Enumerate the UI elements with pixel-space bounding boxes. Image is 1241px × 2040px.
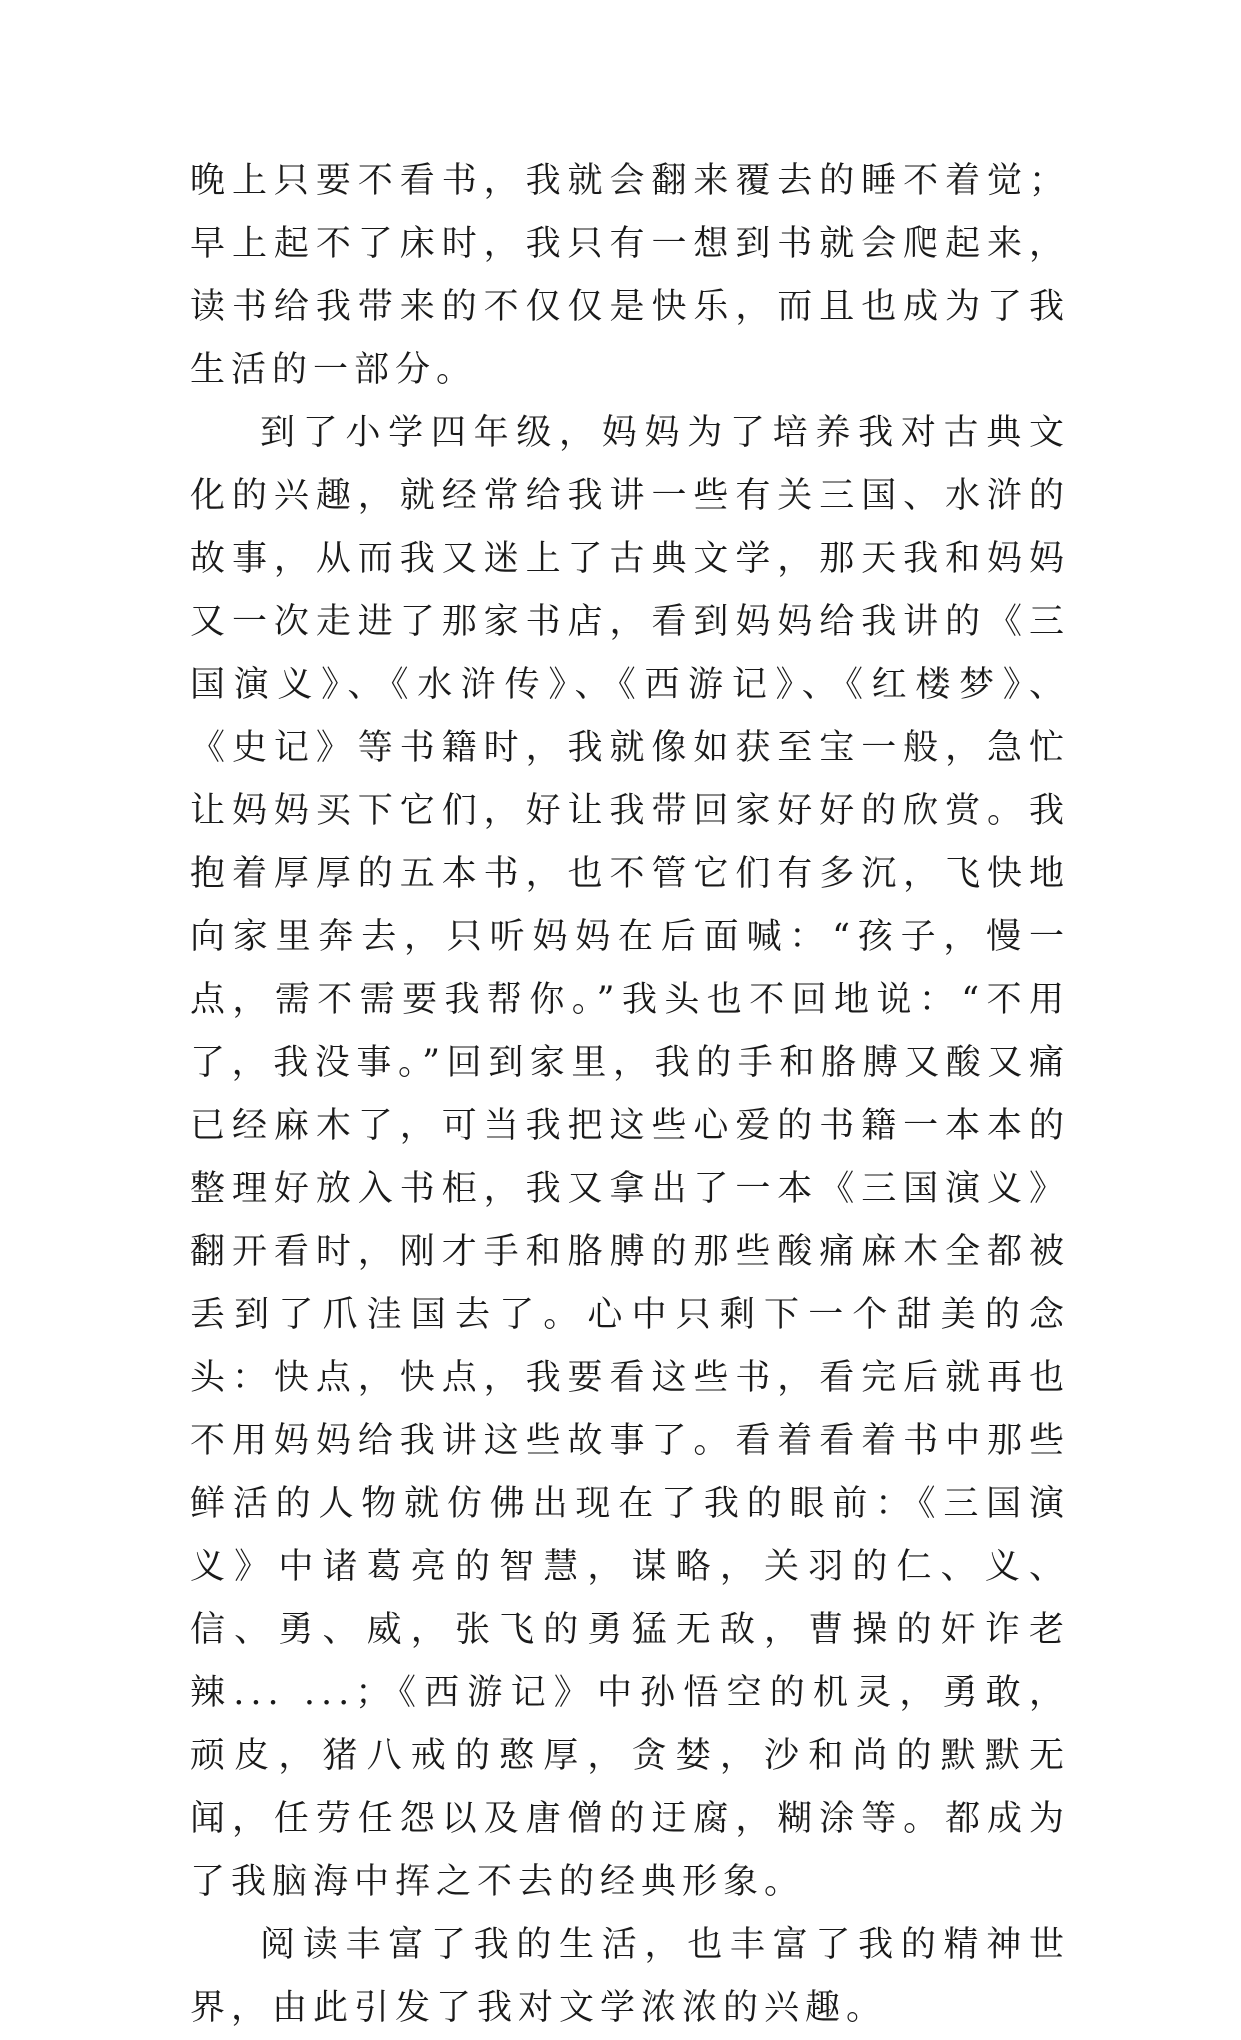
paragraph-continuation: 晚上只要不看书，我就会翻来覆去的睡不着觉；早上起不了床时，我只有一想到书就会爬起来，读书给我带来的不仅仅是快乐，而且也成为了我生活的一部分。 bbox=[190, 161, 1070, 390]
paragraph-conclusion: 阅读丰富了我的生活，也丰富了我的精神世界，由此引发了我对文学浓浓的兴趣。 bbox=[190, 1925, 1070, 2028]
paragraph-classics-reading: 到了小学四年级，妈妈为了培养我对古典文化的兴趣，就经常给我讲一些有关三国、水浒的故事，从而我又迷上了古典文学，那天我和妈妈又一次走进了那家书店，看到妈妈给我讲的《三国演义》、《水浒传》、《西游记》、《红楼梦》、《史记》等书籍时，我就像如获至宝一般，急忙让妈妈买下它们，好让我带回家好好的欣赏。我抱着厚厚的五本书，也不管它们有多沉，飞快地向家里奔去，只听妈妈在后面喊：“孩子，慢一点，需不需要我帮你。”我头也不回地说：“不用了，我没事。”回到家里，我的手和胳膊又酸又痛已经麻木了，可当我把这些心爱的书籍一本本的整理好放入书柜，我又拿出了一本《三国演义》翻开看时，刚才手和胳膊的那些酸痛麻木全都被丢到了爪洼国去了。心中只剩下一个甜美的念头：快点，快点，我要看这些书，看完后就再也不用妈妈给我讲这些故事了。看着看着书中那些鲜活的人物就仿佛出现在了我的眼前：《三国演义》中诸葛亮的智慧，谋略，关羽的仁、义、信、勇、威，张飞的勇猛无敌，曹操的奸诈老辣... ...；《西游记》中孙悟空的机灵，勇敢，顽皮，猪八戒的憨厚，贪婪，沙和尚的默默无闻，任劳任怨以及唐僧的迂腐，糊涂等。都成为了我脑海中挥之不去的经典形象。 bbox=[190, 413, 1070, 1902]
document-body bbox=[190, 150, 1070, 2040]
